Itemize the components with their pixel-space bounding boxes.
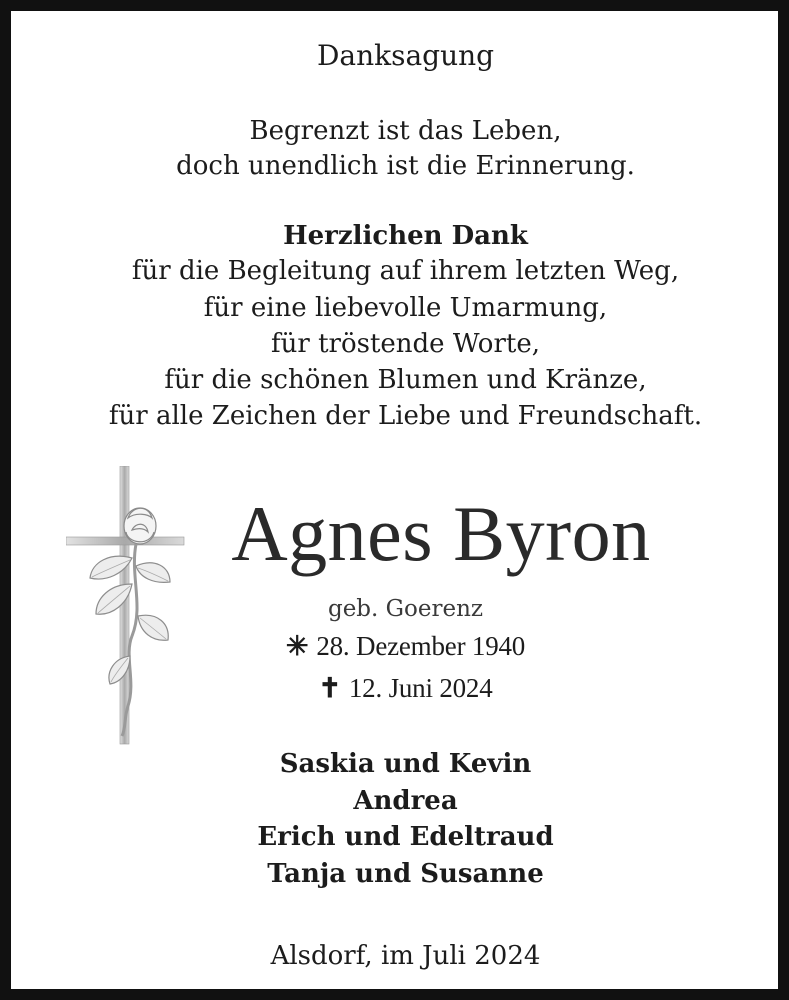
place-date: Alsdorf, im Juli 2024: [270, 941, 541, 971]
thanks-title: Herzlichen Dank: [283, 221, 528, 251]
cross-icon: ✝: [318, 673, 341, 703]
thanks-line: für tröstende Worte,: [271, 329, 540, 359]
deceased-name: Agnes Byron: [231, 490, 651, 577]
mourner-line: Tanja und Susanne: [267, 859, 544, 889]
thanks-line: für die schönen Blumen und Kränze,: [164, 365, 647, 395]
asterisk-icon: ✳: [285, 631, 309, 661]
thanks-line: für eine liebevolle Umarmung,: [203, 293, 608, 323]
thanks-line: für die Begleitung auf ihrem letzten Weg,: [131, 256, 680, 286]
quote-line-2: doch unendlich ist die Erinnerung.: [176, 151, 635, 181]
birth-date: [22, 631, 789, 662]
mourner-line: Andrea: [353, 786, 458, 816]
thanks-line: für alle Zeichen der Liebe und Freundschaft.: [108, 401, 703, 431]
quote-line-1: Begrenzt ist das Leben,: [249, 116, 562, 146]
death-date: [22, 673, 789, 704]
birth-name: geb. Goerenz: [327, 596, 484, 622]
birth-date-value: 28. Dezember 1940: [316, 631, 526, 661]
death-date-value: 12. Juni 2024: [348, 673, 493, 703]
mourner-line: Saskia und Kevin: [279, 749, 532, 779]
notice-heading: Danksagung: [316, 39, 495, 72]
mourner-line: Erich und Edeltraud: [257, 822, 554, 852]
